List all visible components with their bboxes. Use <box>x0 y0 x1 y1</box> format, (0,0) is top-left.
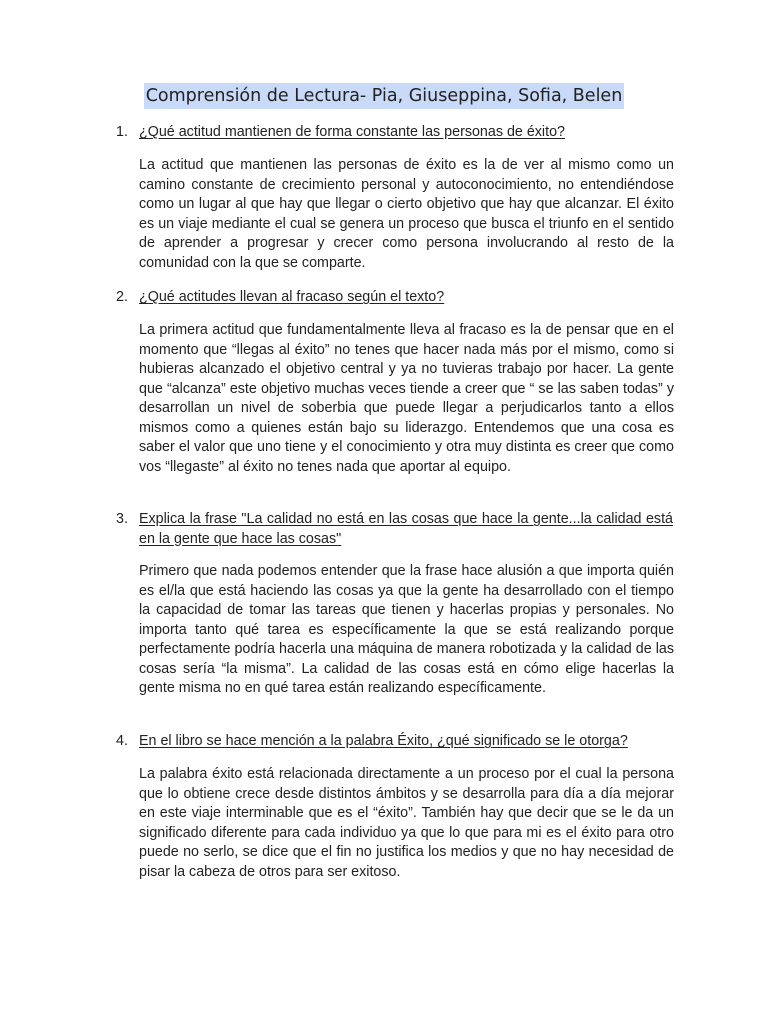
question-text: ¿Qué actitud mantienen de forma constante las personas de éxito? <box>139 124 565 140</box>
question-text: En el libro se hace mención a la palabra Éxito, ¿qué significado se le otorga? <box>139 733 628 749</box>
question-number: 1. <box>116 124 128 140</box>
answer-3: Primero que nada podemos entender que la frase hace alusión a que importa quién es el/la que está haciendo las cosas ya que la gente ha desarrollado con el tiempo la capacidad de tomar las tareas que tienen y hacerlas propias y personales. No importa tanto qué tarea es específicamente la que se está realizando porque perfectamente podría hacerla una máquina de manera robotizada y la calidad de las cosas sería “la misma”. La calidad de las cosas está en cómo elige hacerlas la gente misma no en qué tarea están realizando específicamente. <box>139 563 674 696</box>
question-number: 3. <box>116 511 128 527</box>
question-number: 4. <box>116 733 128 749</box>
answer-1: La actitud que mantienen las personas de éxito es la de ver al mismo como un camino constante de crecimiento personal y autoconocimiento, no entendiéndose como un lugar al que hay que llegar o cierto objetivo que hay que alcanzar. El éxito es un viaje mediante el cual se genera un proceso que busca el triunfo en el sentido de aprender a progresar y crecer como persona involucrando al resto de la comunidad con la que se comparte. <box>139 157 674 271</box>
document-title: Comprensión de Lectura- Pia, Giuseppina, Sofia, Belen <box>144 83 625 109</box>
answer-2: La primera actitud que fundamentalmente lleva al fracaso es la de pensar que en el momento que “llegas al éxito” no tenes que hacer nada más por el mismo, como si hubieras alcanzado el objetivo central y ya no tuvieras trabajo por hacer. La gente que “alcanza” este objetivo muchas veces tiende a creer que “ se las saben todas” y desarrollan un nivel de soberbia que puede llegar a perjudicarlos tanto a ellos mismos como a quienes están bajo su liderazgo. Entendemos que una cosa es saber el valor que uno tiene y el conocimiento y otra muy distinta es creer que como vos “llegaste” al éxito no tenes nada que aportar al equipo. <box>139 322 674 475</box>
answer-4: La palabra éxito está relacionada directamente a un proceso por el cual la persona que lo obtiene crece desde distintos ámbitos y se desarrolla para día a día mejorar en este viaje interminable que es el “éxito”. También hay que decir que se le da un significado diferente para cada individuo ya que lo que para mi es el éxito para otro puede no serlo, se dice que el fin no justifica los medios y que no hay necesidad de pisar la cabeza de otros para ser exitoso. <box>139 766 674 880</box>
question-number: 2. <box>116 289 128 305</box>
question-text: ¿Qué actitudes llevan al fracaso según el texto? <box>139 289 445 305</box>
title-container <box>0 83 768 109</box>
question-text: Explica la frase "La calidad no está en las cosas que hace la gente...la calidad está en la gente que hace las cosas" <box>139 511 673 547</box>
